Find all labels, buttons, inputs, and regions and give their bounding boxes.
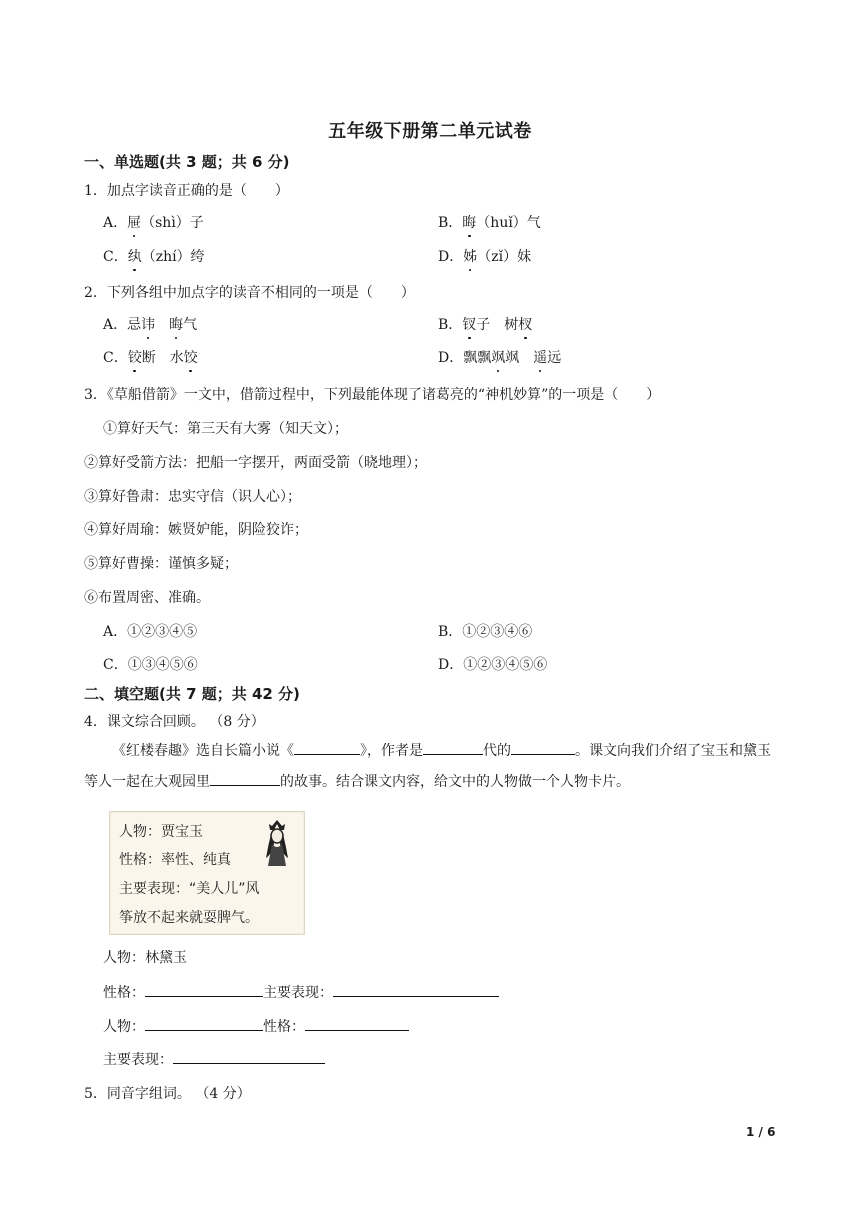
blank-daiyu-personality[interactable] <box>145 981 263 997</box>
jia-baoyu-portrait-icon <box>260 818 294 870</box>
blank-author[interactable] <box>511 739 575 755</box>
blank-novel-title[interactable] <box>294 739 360 755</box>
question-3-item-6: ⑥布置周密、准确。 <box>84 590 210 606</box>
card-line-1: 人物：贾宝玉 <box>119 824 203 840</box>
custom-person-performance: 主要表现： <box>103 1048 325 1069</box>
section-heading-fill-blank: 二、填空题(共 7 题；共 42 分) <box>84 685 300 703</box>
question-3-option-c: C．①③④⑤⑥ <box>103 657 198 673</box>
question-3-item-1: ①算好天气：第三天有大雾（知天文）； <box>103 421 348 437</box>
question-1-option-b: B．晦（huǐ）气 <box>438 212 541 232</box>
question-3-item-2: ②算好受箭方法：把船一字摆开，两面受箭（晓地理）； <box>84 455 427 471</box>
question-3-item-5: ⑤算好曹操：谨慎多疑； <box>84 556 238 572</box>
blank-person-personality[interactable] <box>305 1015 409 1031</box>
question-1-option-a: A．屉（shì）子 <box>103 212 204 232</box>
dotted-char: 饺 <box>184 347 198 367</box>
blank-dynasty[interactable] <box>423 739 483 755</box>
blank-person-name[interactable] <box>145 1015 263 1031</box>
card-line-2: 性格：率性、纯真 <box>119 852 231 868</box>
question-3-item-4: ④算好周瑜：嫉贤妒能，阴险狡诈； <box>84 522 308 538</box>
dotted-char: 屉 <box>127 212 141 232</box>
question-2-option-a: A．忌讳 晦气 <box>103 314 197 334</box>
question-3-item-3: ③算好鲁肃：忠实守信（识人心）； <box>84 489 301 505</box>
question-2-option-b: B．钗子 树杈 <box>438 314 532 334</box>
dotted-char: 晦 <box>169 314 183 334</box>
page-number: 1 / 6 <box>746 1125 776 1139</box>
question-3-option-a: A．①②③④⑤ <box>103 624 198 640</box>
blank-event[interactable] <box>210 770 280 786</box>
dotted-char: 纨 <box>128 246 142 266</box>
question-3-stem: 3．《草船借箭》一文中，借箭过程中，下列最能体现了诸葛亮的“神机妙算”的一项是（ ） <box>84 387 661 403</box>
question-3-option-d: D．①②③④⑤⑥ <box>438 657 548 673</box>
dotted-char: 飒 <box>491 347 505 367</box>
question-4-stem: 4．课文综合回顾。 （8 分） <box>84 714 265 730</box>
dotted-char: 晦 <box>462 212 476 232</box>
dotted-char: 钗 <box>462 314 476 334</box>
dotted-char: 讳 <box>141 314 155 334</box>
question-2-stem: 2．下列各组中加点字的读音不相同的一项是（ ） <box>84 285 415 301</box>
blank-person-performance[interactable] <box>173 1048 325 1064</box>
dotted-char: 杈 <box>518 314 532 334</box>
section-heading-single-choice: 一、单选题(共 3 题；共 6 分) <box>84 153 290 171</box>
lin-daiyu-fields: 性格： 主要表现： <box>103 981 499 1002</box>
blank-daiyu-performance[interactable] <box>333 981 499 997</box>
dotted-char: 姊 <box>463 246 477 266</box>
question-1-option-c: C．纨（zhí）绔 <box>103 246 205 266</box>
dotted-char: 遥 <box>533 347 547 367</box>
custom-person-fields: 人物： 性格： <box>103 1015 409 1036</box>
question-4-paragraph: 《红楼春趣》选自长篇小说《 》，作者是 代的 。课文向我们介绍了宝玉和黛玉等人一起在大观园里 的故事。结合课文内容，给文中的人物做一个人物卡片。 <box>84 736 784 798</box>
question-2-option-c: C．铰断 水饺 <box>103 347 198 367</box>
question-5-stem: 5．同音字组词。 （4 分） <box>84 1086 251 1102</box>
dotted-char: 铰 <box>128 347 142 367</box>
character-card-image <box>109 811 305 935</box>
question-1-stem: 1．加点字读音正确的是（ ） <box>84 183 289 199</box>
question-1-option-d: D．姊（zǐ）妹 <box>438 246 531 266</box>
question-3-option-b: B．①②③④⑥ <box>438 624 533 640</box>
question-2-option-d: D．飘飘飒飒 遥远 <box>438 347 561 367</box>
card-line-3: 主要表现：“美人儿”风 <box>119 881 260 897</box>
page-title: 五年级下册第二单元试卷 <box>328 121 532 142</box>
card-line-4: 筝放不起来就耍脾气。 <box>119 910 259 926</box>
card-person-lin-daiyu: 人物：林黛玉 <box>103 950 187 966</box>
